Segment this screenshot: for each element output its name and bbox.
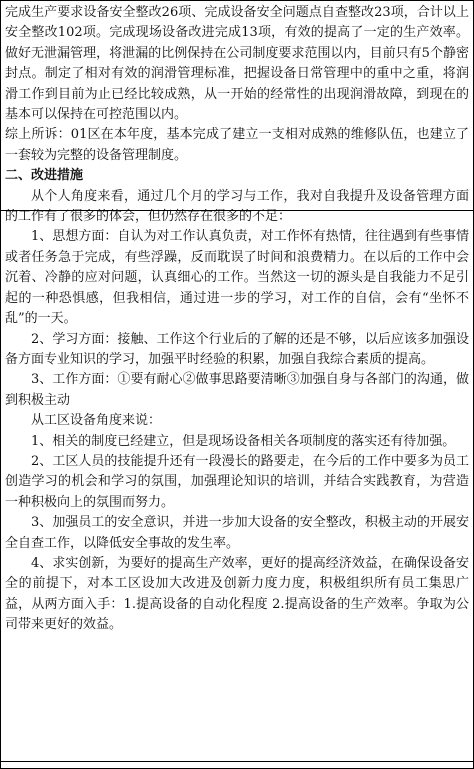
list-item: 1、相关的制度已经建立，但是现场设备相关各项制度的落实还有待加强。 [31,433,456,449]
list-item: 1、思想方面：自认为对工作认真负责，对工作怀有热情，往往遇到有些事情或者任务急于完成，有些浮躁，反而耽误了时间和浪费精力。在以后的工作中会沉着、冷静的应对问题，认真细心的工作。当然这一切的源头是自我能力不足引起的一种恐惧感，但我相信，通过进一步的学习，对工作的自信，会有“坐怀不乱”的一天。 [5,229,469,327]
conclusion-paragraph: 综上所诉：01区在本年度，基本完成了建立一支相对成熟的维修队伍，也建立了一套较为完整的设备管理制度。 [5,127,469,163]
section-intro: 从个人角度来看，通过几个月的学习与工作，我对自我提升及设备管理方面的工作有了很多的体会，但仍然存在很多的不足： [5,188,469,225]
list-item: 4、求实创新，为要好的提高生产效率，更好的提高经济效益，在确保设备安全的前提下，对本工区设加大改进及创新力度力度，积极组织所有员工集思广益，从两方面入手：1.提高设备的自动化程度 2.提高设备的生产效率。争取为公司带来更好的效益。 [5,555,469,633]
list-item: 2、工区人员的技能提升还有一段漫长的路要走，在今后的工作中要多为员工创造学习的机会和学习的氛围，加强理论知识的培训，并结合实践教育，为营造一种积极向上的氛围而努力。 [5,453,469,510]
list-item: 3、工作方面：①要有耐心②做事思路要清晰③加强自身与各部门的沟通，做到积极主动 [5,372,469,408]
table-bottom-border [1,761,473,762]
document-body [5,3,469,636]
table-divider [1,210,473,211]
list-item: 3、加强员工的安全意识，并进一步加大设备的安全整改，积极主动的开展安全自查工作，以降低安全事故的发生率。 [5,515,469,551]
summary-paragraph: 完成生产要求设备安全整改26项、完成设备安全问题点自查整改23项，合计以上安全整改102项。完成现场设备改进完成13项，有效的提高了一定的生产效率。做好无泄漏管理，将泄漏的比例保持在公司制度要求范围以内，目前只有5个静密封点。制定了相对有效的润滑管理标准，把握设备日常管理中的重中之重，将润滑工作到目前为止已经比较成熟，从一开始的经常性的出现润滑故障，到现在的基本可以保持在可控范围以内。 [5,5,469,123]
list-item: 2、学习方面：接触、工作这个行业后的了解的还是不够，以后应该多加强设备方面专业知识的学习，加强平时经验的积累，加强自我综合素质的提高。 [5,331,469,367]
section-heading: 二、改进措施 [5,168,84,184]
subsection-intro: 从工区设备角度来说： [31,413,162,429]
